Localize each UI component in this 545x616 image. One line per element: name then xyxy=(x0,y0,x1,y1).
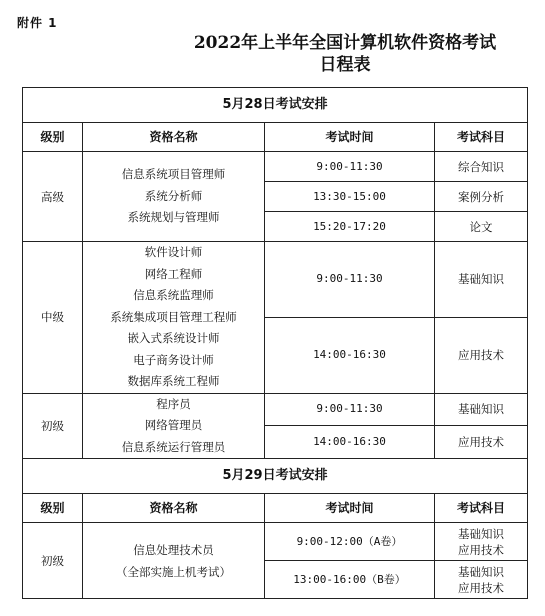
document-title xyxy=(150,32,540,76)
header-exam-subject: 考试科目 xyxy=(435,123,528,152)
qualification-note: （全部实施上机考试） xyxy=(116,564,231,579)
level-cell: 中级 xyxy=(23,242,83,394)
qualification-names-cell xyxy=(83,523,265,599)
exam-subject: 基础知识 xyxy=(458,564,504,579)
table-row xyxy=(23,152,528,182)
exam-subject: 应用技术 xyxy=(458,580,504,595)
section-2-heading: 5月29日考试安排 xyxy=(23,459,528,494)
exam-schedule-table xyxy=(22,87,528,599)
qualification-name: 网络工程师 xyxy=(144,266,203,281)
header-row xyxy=(23,123,528,152)
exam-subject-cell xyxy=(435,523,528,561)
exam-subject-cell: 论文 xyxy=(435,212,528,242)
exam-time-cell: 9:00-11:30 xyxy=(265,242,435,318)
exam-subject-cell: 基础知识 xyxy=(435,242,528,318)
header-qualification: 资格名称 xyxy=(83,123,265,152)
exam-subject-cell: 应用技术 xyxy=(435,317,528,393)
header-exam-time: 考试时间 xyxy=(265,494,435,523)
exam-subject: 应用技术 xyxy=(458,542,504,557)
table-row xyxy=(23,242,528,318)
exam-time-cell: 9:00-11:30 xyxy=(265,152,435,182)
header-qualification: 资格名称 xyxy=(83,494,265,523)
exam-subject-cell: 基础知识 xyxy=(435,393,528,426)
section-heading-row xyxy=(23,459,528,494)
qualification-names-cell xyxy=(83,152,265,242)
qualification-name: 网络管理员 xyxy=(144,418,203,432)
qualification-name: 系统分析师 xyxy=(144,188,203,203)
qualification-name: 系统规划与管理师 xyxy=(127,210,220,225)
exam-subject-cell xyxy=(435,561,528,599)
title-line-2: 日程表 xyxy=(319,55,371,75)
qualification-name: 信息系统运行管理员 xyxy=(121,439,226,454)
qualification-name: 系统集成项目管理工程师 xyxy=(110,309,237,324)
section-heading-row xyxy=(23,88,528,123)
qualification-name: 电子商务设计师 xyxy=(133,352,214,367)
exam-time-cell: 9:00-12:00（A卷） xyxy=(265,523,435,561)
qualification-name: 信息系统项目管理师 xyxy=(121,167,226,182)
qualification-name: 数据库系统工程师 xyxy=(127,374,220,388)
level-cell: 初级 xyxy=(23,523,83,599)
table-row xyxy=(23,393,528,426)
qualification-name: 嵌入式系统设计师 xyxy=(127,331,220,345)
title-line-1: 2022年上半年全国计算机软件资格考试 xyxy=(193,33,497,53)
section-1-heading: 5月28日考试安排 xyxy=(23,88,528,123)
exam-time-cell: 15:20-17:20 xyxy=(265,212,435,242)
header-exam-subject: 考试科目 xyxy=(435,494,528,523)
attachment-label: 附件 1 xyxy=(17,16,58,30)
qualification-name: 软件设计师 xyxy=(144,245,203,259)
header-level: 级别 xyxy=(23,123,83,152)
exam-subject-cell: 应用技术 xyxy=(435,426,528,459)
exam-time-cell: 9:00-11:30 xyxy=(265,393,435,426)
exam-time-cell: 14:00-16:30 xyxy=(265,317,435,393)
qualification-name: 信息系统监理师 xyxy=(133,288,214,302)
qualification-name: 程序员 xyxy=(156,396,191,411)
exam-subject-cell: 案例分析 xyxy=(435,182,528,212)
exam-subject-cell: 综合知识 xyxy=(435,152,528,182)
exam-subject: 基础知识 xyxy=(458,526,504,541)
exam-time-cell: 13:00-16:00（B卷） xyxy=(265,561,435,599)
table-row xyxy=(23,523,528,561)
exam-time-cell: 14:00-16:30 xyxy=(265,426,435,459)
header-exam-time: 考试时间 xyxy=(265,123,435,152)
qualification-names-cell xyxy=(83,393,265,459)
header-row xyxy=(23,494,528,523)
level-cell: 初级 xyxy=(23,393,83,459)
level-cell: 高级 xyxy=(23,152,83,242)
header-level: 级别 xyxy=(23,494,83,523)
qualification-name: 信息处理技术员 xyxy=(133,542,214,557)
exam-time-cell: 13:30-15:00 xyxy=(265,182,435,212)
qualification-names-cell xyxy=(83,242,265,394)
